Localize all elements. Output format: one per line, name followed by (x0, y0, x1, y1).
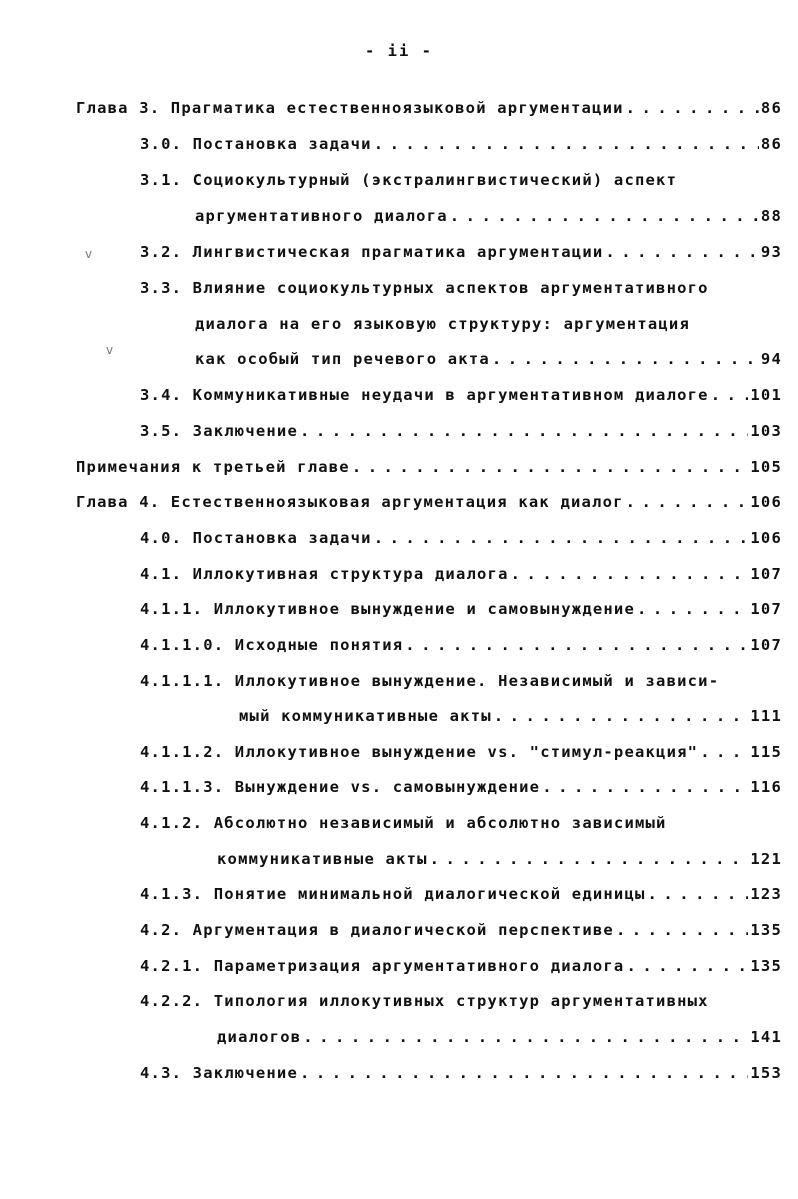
toc-leader-dots (405, 636, 748, 654)
toc-entry-page: 141 (750, 1028, 782, 1046)
toc-entry (140, 600, 782, 618)
toc-entry (76, 99, 782, 117)
toc-entry-title: 4.3. Заключение (140, 1064, 298, 1082)
toc-leader-dots (626, 99, 759, 117)
toc-entry-page: 123 (750, 885, 782, 903)
toc-leader-dots (626, 493, 749, 511)
toc-entry-title: 3.2. Лингвистическая прагматика аргументации (140, 243, 604, 261)
margin-check-mark: v (85, 247, 93, 261)
toc-entry (140, 135, 782, 153)
toc-entry (217, 1028, 782, 1046)
toc-leader-dots (542, 778, 748, 796)
toc-leader-dots (300, 422, 748, 440)
toc-entry-title: диалогов (217, 1028, 302, 1046)
toc-entry-title: аргументативного диалога (195, 207, 448, 225)
toc-entry (140, 243, 782, 261)
toc-entry-title: 4.1.1.3. Вынуждение vs. самовынуждение (140, 778, 541, 796)
toc-entry (76, 493, 782, 511)
toc-entry (140, 921, 782, 939)
toc-entry-page: 103 (750, 422, 782, 440)
toc-entry-title: 3.4. Коммуникативные неудачи в аргументативном диалоге (140, 386, 709, 404)
toc-entry (140, 778, 782, 796)
toc-entry-title: коммуникативные акты (217, 850, 428, 868)
toc-entry-page: 93 (760, 243, 782, 261)
toc-leader-dots (626, 957, 748, 975)
toc-entry (140, 957, 782, 975)
toc-entry (140, 743, 782, 761)
toc-entry-page: 121 (750, 850, 782, 868)
toc-entry (76, 458, 782, 476)
toc-entry (140, 565, 782, 583)
toc-entry-title: 4.1.1.0. Исходные понятия (140, 636, 404, 654)
toc-entry-title: Глава 4. Естественноязыковая аргументация как диалог (76, 493, 624, 511)
toc-entry-title: Примечания к третьей главе (76, 458, 350, 476)
toc-entry-page: 105 (750, 458, 782, 476)
toc-leader-dots (303, 1028, 748, 1046)
toc-entry-page: 107 (750, 565, 782, 583)
toc-leader-dots (374, 529, 749, 547)
toc-entry-page: 86 (760, 99, 782, 117)
toc-entry (239, 707, 782, 725)
toc-leader-dots (300, 1064, 748, 1082)
toc-entry-title: 4.2. Аргументация в диалогической перспективе (140, 921, 614, 939)
toc-leader-dots (494, 707, 749, 725)
toc-entry-title: 4.2.1. Параметризация аргументативного диалога (140, 957, 625, 975)
toc-entry (140, 1064, 782, 1082)
toc-entry (140, 636, 782, 654)
toc-entry-title: мый коммуникативные акты (239, 707, 492, 725)
toc-leader-dots (637, 600, 748, 618)
toc-entry (140, 529, 782, 547)
margin-check-mark: v (106, 343, 114, 357)
toc-entry-page: 153 (750, 1064, 782, 1082)
toc-entry-page: 101 (750, 386, 782, 404)
toc-entry (140, 422, 782, 440)
toc-entry-title: 4.1.1.1. Иллокутивное вынуждение. Независимый и зависи- (140, 672, 720, 690)
toc-entry-title: 4.1. Иллокутивная структура диалога (140, 565, 509, 583)
toc-entry-page: 111 (750, 707, 782, 725)
toc-entry-title: 4.0. Постановка задачи (140, 529, 372, 547)
toc-entry-title: 3.0. Постановка задачи (140, 135, 372, 153)
toc-leader-dots (605, 243, 759, 261)
toc-entry (140, 885, 782, 903)
toc-leader-dots (700, 743, 748, 761)
toc-entry-page: 88 (760, 207, 782, 225)
toc-leader-dots (711, 386, 749, 404)
toc-entry-title: Глава 3. Прагматика естественноязыковой аргументации (76, 99, 624, 117)
toc-leader-dots (511, 565, 749, 583)
toc-entry-title: 3.5. Заключение (140, 422, 298, 440)
toc-entry-page: 106 (750, 493, 782, 511)
toc-entry-title: 4.2.2. Типология иллокутивных структур аргументативных (140, 992, 709, 1010)
toc-entry-title: 4.1.1.2. Иллокутивное вынуждение vs. "стимул-реакция" (140, 743, 699, 761)
toc-entry (140, 386, 782, 404)
toc-entry-title: 3.1. Социокультурный (экстралингвистический) аспект (140, 171, 678, 189)
toc-entry-page: 107 (750, 636, 782, 654)
toc-entry-page: 94 (760, 350, 782, 368)
toc-entry-title: 4.1.2. Абсолютно независимый и абсолютно зависимый (140, 814, 667, 832)
toc-leader-dots (352, 458, 749, 476)
toc-leader-dots (430, 850, 749, 868)
toc-entry (195, 207, 782, 225)
toc-entry-title: 3.3. Влияние социокультурных аспектов аргументативного (140, 279, 709, 297)
toc-entry-page: 116 (750, 778, 782, 796)
toc-entry-title: как особый тип речевого акта (195, 350, 490, 368)
page-header: - ii - (365, 42, 433, 60)
toc-leader-dots (616, 921, 748, 939)
toc-entry-page: 115 (750, 743, 782, 761)
toc-entry-page: 135 (750, 921, 782, 939)
toc-entry-page: 86 (760, 135, 782, 153)
toc-entry (217, 850, 782, 868)
toc-entry-page: 107 (750, 600, 782, 618)
toc-leader-dots (492, 350, 759, 368)
toc-leader-dots (374, 135, 759, 153)
toc-entry-page: 135 (750, 957, 782, 975)
toc-entry-title: 4.1.1. Иллокутивное вынуждение и самовынуждение (140, 600, 635, 618)
toc-leader-dots (648, 885, 749, 903)
toc-entry-page: 106 (750, 529, 782, 547)
toc-entry-title: 4.1.3. Понятие минимальной диалогической единицы (140, 885, 646, 903)
toc-entry (195, 350, 782, 368)
toc-leader-dots (450, 207, 759, 225)
toc-entry-title: диалога на его языковую структуру: аргументация (195, 315, 690, 333)
